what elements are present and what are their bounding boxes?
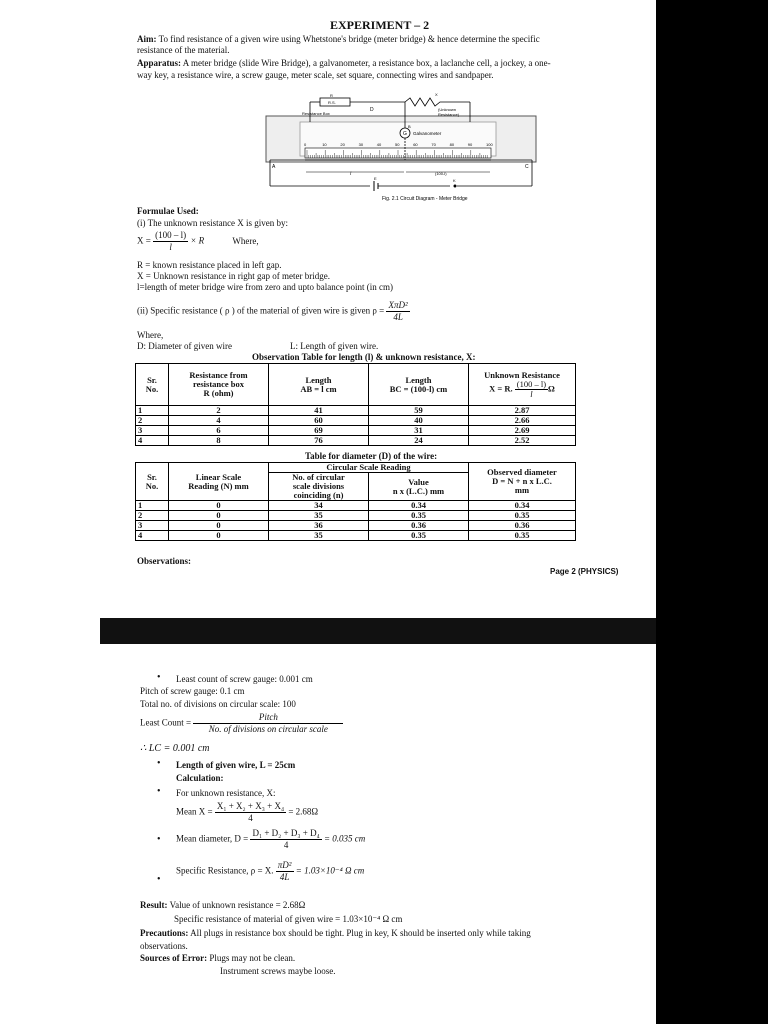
bullet-icon: • <box>157 786 161 797</box>
diagram-label-x: X <box>435 92 438 97</box>
t1-h-sr2: No. <box>145 383 159 394</box>
t2-h-d1: Observed diameter <box>487 467 557 477</box>
cell-d: 0.34 <box>469 501 576 511</box>
table-1-title: Observation Table for length (l) & unknown resistance, X: <box>252 352 476 362</box>
cell-bc: 40 <box>369 416 469 426</box>
cell-d: 0.36 <box>469 521 576 531</box>
mean-x-numerator: X₁ + X₂ + X₃ + X₄ <box>216 801 285 811</box>
scale-tick-label: 30 <box>358 142 364 147</box>
formula-2 <box>137 300 410 323</box>
cell-bc: 59 <box>369 406 469 416</box>
t2-h-v1: Value <box>408 476 429 487</box>
aim-text: To find resistance of a given wire using Whetstone's bridge (meter bridge) & hence determine the specific <box>158 34 540 44</box>
unknown-bullet: For unknown resistance, X: <box>176 788 276 798</box>
mean-x-denominator: 4 <box>248 813 253 823</box>
formula-1-numerator: (100 – l) <box>155 230 187 240</box>
diagram-label-unknown: (Unknown <box>438 107 457 112</box>
diagram-label-b: B <box>408 124 411 129</box>
table-row <box>136 416 576 426</box>
diagram-label-e: E <box>374 176 377 181</box>
t2-h-d2: D = N + n x L.C. <box>492 476 552 486</box>
cell-n: 0 <box>169 501 269 511</box>
t2-h-n3: coinciding (n) <box>293 490 344 500</box>
divisions-line: Total no. of divisions on circular scale: 100 <box>140 699 296 709</box>
t2-h-d3: mm <box>514 485 530 495</box>
t1-h-x-den: l <box>530 388 533 399</box>
aim-line <box>137 34 637 45</box>
t1-h-bc1: Length <box>405 374 432 385</box>
formula-2-numerator: XπD² <box>388 300 408 310</box>
cell-v: 0.35 <box>369 531 469 541</box>
cell-sr: 1 <box>136 406 169 416</box>
spec-lhs: Specific Resistance, ρ = X. <box>176 865 274 876</box>
t1-h-bc2: BC = (100-l) cm <box>389 383 448 394</box>
t1-h-sr: Sr. <box>147 374 157 385</box>
cell-r: 8 <box>169 436 269 446</box>
result-text-2: Specific resistance of material of given wire = 1.03×10⁻⁴ Ω cm <box>174 914 403 924</box>
formula-1 <box>137 230 259 253</box>
page-one <box>100 0 656 618</box>
lc-denominator: No. of divisions on circular scale <box>208 724 328 734</box>
diagram-label-unknown-2: Resistance) <box>438 112 460 117</box>
spec-value: = 1.03×10⁻⁴ Ω cm <box>295 865 365 876</box>
formula-1-intro: (i) The unknown resistance X is given by: <box>137 218 289 228</box>
diagram-label-rs: R.S. <box>328 100 336 105</box>
cell-r: 6 <box>169 426 269 436</box>
cell-sr: 4 <box>136 436 169 446</box>
least-count-bullet: Least count of screw gauge: 0.001 cm <box>176 674 313 684</box>
apparatus-text: A meter bridge (slide Wire Bridge), a galvanometer, a resistance box, a laclanche cell, a jockey, a one- <box>182 58 551 68</box>
t2-h-n1: No. of circular <box>292 472 345 482</box>
cell-sr: 2 <box>136 511 169 521</box>
cell-v: 0.34 <box>369 501 469 511</box>
apparatus-label: Apparatus: <box>137 58 182 68</box>
table-2-header-row <box>136 463 576 473</box>
t2-h-lin2: Reading (N) mm <box>188 480 249 491</box>
errors-text-2: Instrument screws maybe loose. <box>220 966 336 976</box>
cell-bc: 31 <box>369 426 469 436</box>
apparatus-text-2: way key, a resistance wire, a screw gauge, meter scale, set square, connecting wires and sandpaper. <box>137 70 494 80</box>
meter-bridge-diagram <box>250 88 550 203</box>
cell-n: 0 <box>169 521 269 531</box>
cell-x: 2.69 <box>469 426 576 436</box>
scale-tick-label: 70 <box>431 142 436 147</box>
diagram-label-l: l <box>350 172 352 177</box>
table-row <box>136 521 576 531</box>
diagram-caption: Fig. 2.1 Circuit Diagram - Meter Bridge <box>382 196 468 202</box>
t1-h-r2: resistance box <box>192 379 245 389</box>
cell-v: 0.35 <box>369 511 469 521</box>
result-label: Result: <box>140 900 168 910</box>
cell-sr: 4 <box>136 531 169 541</box>
def-l: l=length of meter bridge wire from zero and upto balance point (in cm) <box>137 282 393 292</box>
scale-tick-label: 60 <box>413 142 418 147</box>
t1-h-x-num: (100 – l) <box>516 378 547 389</box>
formula-1-lhs: X = <box>137 235 151 246</box>
pitch-line: Pitch of screw gauge: 0.1 cm <box>140 686 245 696</box>
precautions-label: Precautions: <box>140 928 189 938</box>
scale-tick-label: 40 <box>376 142 382 147</box>
t1-h-r1: Resistance from <box>189 370 248 380</box>
cell-c: 34 <box>269 501 369 511</box>
cell-c: 36 <box>269 521 369 531</box>
table-row <box>136 501 576 511</box>
cell-ab: 69 <box>269 426 369 436</box>
cell-sr: 3 <box>136 521 169 531</box>
def-length: L: Length of given wire. <box>290 341 379 351</box>
where-1: Where, <box>232 235 259 246</box>
cell-ab: 41 <box>269 406 369 416</box>
cell-c: 35 <box>269 511 369 521</box>
diagram-label-r: R <box>330 93 333 98</box>
formula-1-denominator: l <box>169 242 172 252</box>
table-1-header-row <box>136 364 576 406</box>
precautions-text: All plugs in resistance box should be tight. Plug in key, K should be inserted only while taking <box>190 928 531 938</box>
t1-h-x1: Unknown Resistance <box>484 369 560 380</box>
mean-x-lhs: Mean X = <box>176 806 213 817</box>
observations-heading: Observations: <box>137 556 191 566</box>
scale-tick-label: 0 <box>304 142 307 147</box>
diameter-table <box>135 462 576 541</box>
errors-line <box>140 953 295 964</box>
precautions-text-2: observations. <box>140 941 188 951</box>
cell-r: 2 <box>169 406 269 416</box>
formula-2-intro: (ii) Specific resistance ( ρ ) of the material of given wire is given ρ = <box>137 305 385 316</box>
spec-numerator: πD² <box>277 860 292 870</box>
diagram-label-k: K <box>453 178 456 183</box>
t2-h-v2: n x (L.C.) mm <box>392 485 445 496</box>
length-observation-table <box>135 363 576 446</box>
result-line <box>140 900 305 911</box>
cell-d: 0.35 <box>469 531 576 541</box>
t2-h-sr: Sr. <box>147 471 157 482</box>
least-count-formula <box>140 712 343 735</box>
t1-h-r3: R (ohm) <box>203 388 234 398</box>
calculation-heading: Calculation: <box>176 773 224 783</box>
lc-result: ∴ LC = 0.001 cm <box>140 743 210 754</box>
mean-d-numerator: D₁ + D₂ + D₃ + D₄ <box>252 828 320 838</box>
cell-v: 0.36 <box>369 521 469 531</box>
mean-d-denominator: 4 <box>283 840 289 850</box>
bullet-icon: • <box>157 834 161 845</box>
page-number-label: Page 2 (PHYSICS) <box>550 567 619 576</box>
experiment-title: EXPERIMENT – 2 <box>330 18 430 32</box>
scale-tick-label: 20 <box>340 142 345 147</box>
scale-tick-label: 100 <box>486 142 493 147</box>
precautions-line <box>140 928 650 939</box>
where-2: Where, <box>137 330 164 340</box>
aim-label: Aim: <box>137 34 157 44</box>
def-d: D: Diameter of given wire <box>137 341 232 351</box>
def-x: X = Unknown resistance in right gap of meter bridge. <box>137 271 331 281</box>
formulae-heading: Formulae Used: <box>137 206 199 216</box>
bullet-icon: • <box>157 874 161 885</box>
t1-h-ab2: AB = l cm <box>300 383 337 394</box>
cell-sr: 1 <box>136 501 169 511</box>
result-text: Value of unknown resistance = 2.68Ω <box>169 900 306 910</box>
length-bullet: Length of given wire, L = 25cm <box>176 760 296 770</box>
mean-d-lhs: Mean diameter, D = <box>176 833 249 844</box>
t2-h-circular: Circular Scale Reading <box>269 463 469 473</box>
t1-h-x-unit: Ω <box>548 382 555 393</box>
table-2-title: Table for diameter (D) of the wire: <box>305 451 438 461</box>
bullet-icon: • <box>157 758 161 769</box>
cell-bc: 24 <box>369 436 469 446</box>
scale-tick-label: 50 <box>395 142 400 147</box>
dark-side-bar <box>656 0 768 1024</box>
diagram-label-g: G <box>403 131 407 137</box>
cell-r: 4 <box>169 416 269 426</box>
cell-x: 2.87 <box>469 406 576 416</box>
cell-sr: 3 <box>136 426 169 436</box>
aim-text-2: resistance of the material. <box>137 45 230 55</box>
scale-tick-label: 10 <box>322 142 327 147</box>
cell-c: 35 <box>269 531 369 541</box>
lc-numerator: Pitch <box>193 712 343 724</box>
spec-denominator: 4L <box>279 872 290 882</box>
formula-1-times-r: × R <box>190 235 205 246</box>
lc-lhs: Least Count = <box>140 717 192 728</box>
cell-ab: 60 <box>269 416 369 426</box>
cell-ab: 76 <box>269 436 369 446</box>
diagram-label-galvanometer: Galvanometer <box>413 131 442 136</box>
scale-tick-label: 80 <box>449 142 455 147</box>
diagram-label-d: D <box>370 107 374 113</box>
mean-d-formula <box>176 828 365 851</box>
table-row <box>136 531 576 541</box>
scale-tick-label: 90 <box>467 142 473 147</box>
t2-h-n2: scale divisions <box>292 481 345 491</box>
table-row <box>136 426 576 436</box>
mean-x-value: = 2.68Ω <box>288 806 319 817</box>
cell-sr: 2 <box>136 416 169 426</box>
page-two <box>100 644 656 1024</box>
page-margin <box>0 0 100 618</box>
cell-x: 2.66 <box>469 416 576 426</box>
table-row <box>136 511 576 521</box>
bullet-icon: • <box>157 672 161 683</box>
cell-n: 0 <box>169 511 269 521</box>
t1-h-x2: X = R. <box>489 382 513 393</box>
t2-h-sr2: No. <box>145 480 159 491</box>
specific-resistance-formula <box>176 860 364 883</box>
page-separator <box>100 618 656 644</box>
formula-2-denominator: 4L <box>393 312 403 322</box>
errors-label: Sources of Error: <box>140 953 208 963</box>
cell-n: 0 <box>169 531 269 541</box>
t2-h-lin1: Linear Scale <box>195 471 242 482</box>
diagram-label-a: A <box>272 164 276 170</box>
table-row <box>136 406 576 416</box>
cell-d: 0.35 <box>469 511 576 521</box>
cell-x: 2.52 <box>469 436 576 446</box>
diagram-label-c: C <box>525 164 529 170</box>
t1-h-ab1: Length <box>305 374 332 385</box>
apparatus-line <box>137 58 647 69</box>
errors-text: Plugs may not be clean. <box>209 953 296 963</box>
diagram-label-100-l: (100-l) <box>435 171 447 176</box>
table-row <box>136 436 576 446</box>
def-r: R = known resistance placed in left gap. <box>137 260 282 270</box>
mean-x-formula <box>176 801 318 824</box>
mean-d-value: = 0.035 cm <box>323 833 366 844</box>
diagram-label-resistance-box: Resistance Box <box>302 111 330 116</box>
